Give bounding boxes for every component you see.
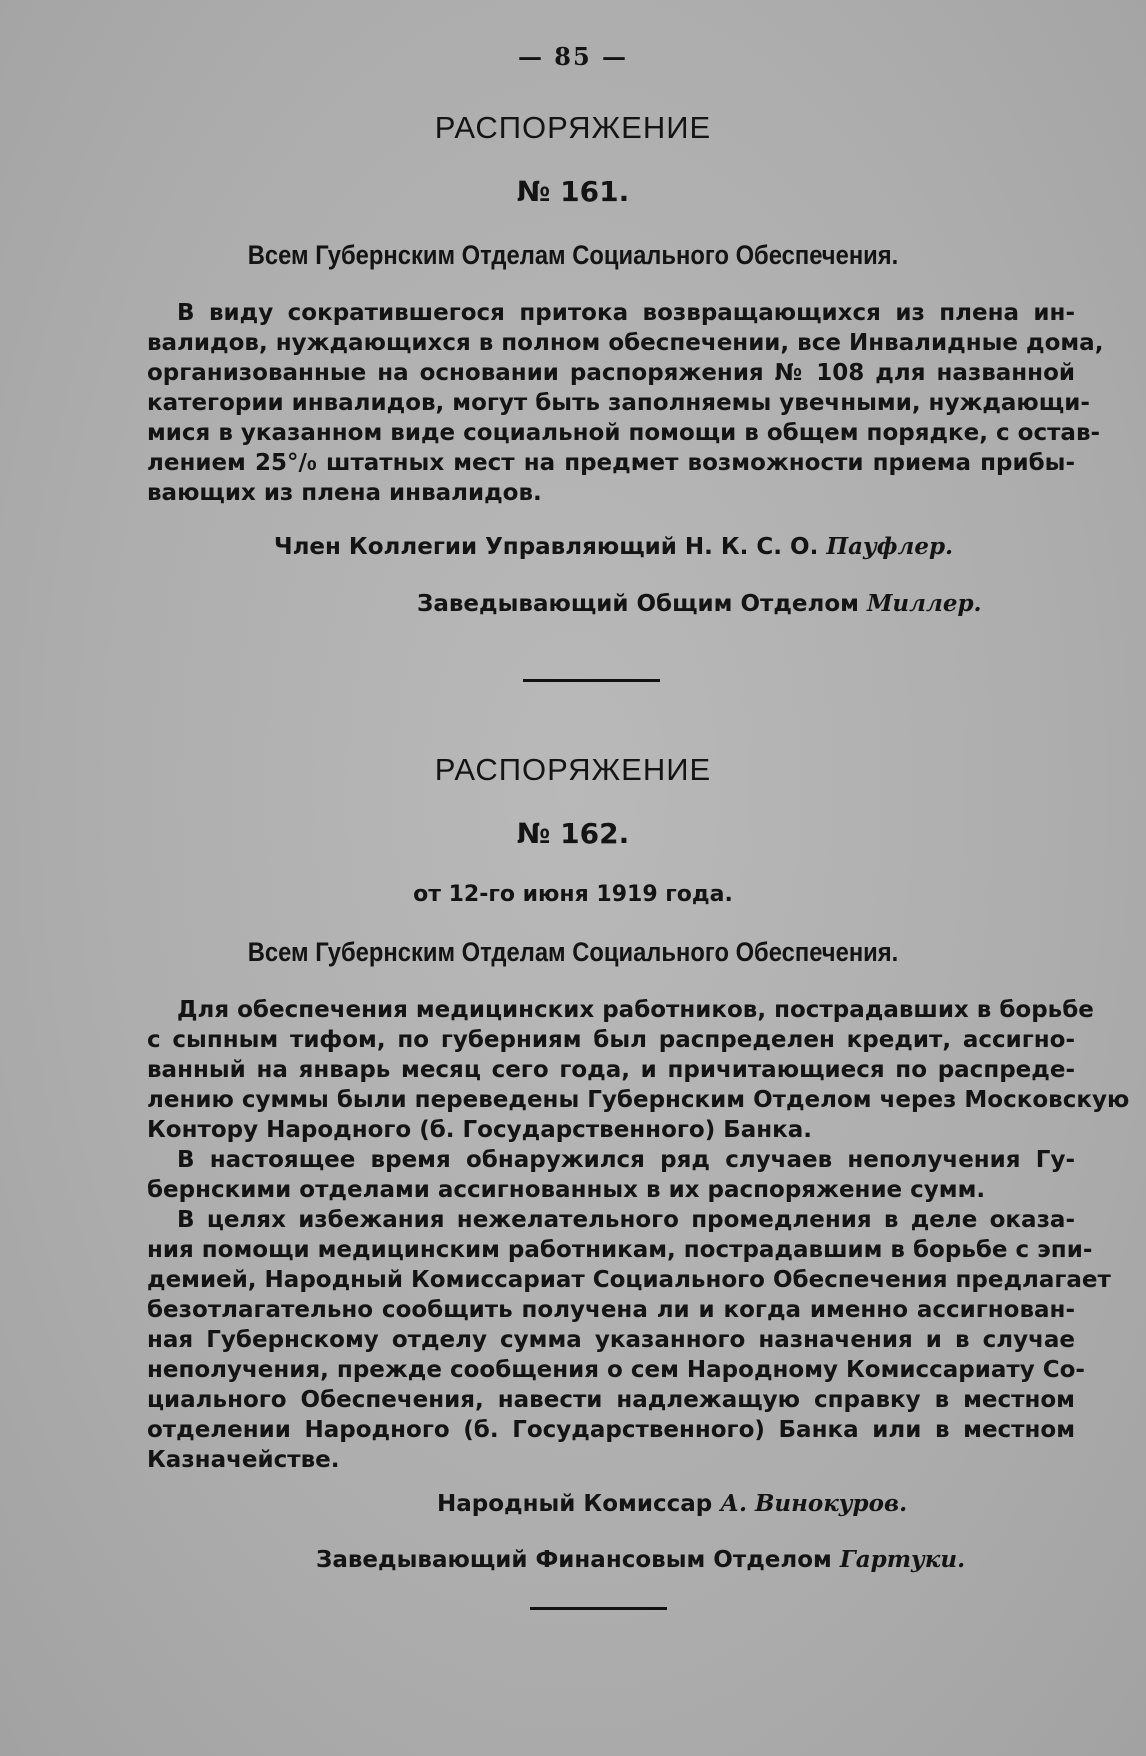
signature-name: Пауфлер. [826, 533, 954, 560]
order-162-line: В настоящее время обнаружился ряд случаев неполучения Гу- [177, 1147, 1075, 1173]
order-162-number: № 162. [516, 817, 630, 850]
order-162-line: ния помощи медицинским работникам, пострадавшим в борьбе с эпи- [147, 1237, 1093, 1263]
order-162-signature-1 [437, 1490, 907, 1517]
order-162-line: В целях избежания нежелательного промедления в деле оказа- [177, 1207, 1075, 1233]
order-161-line: организованные на основании распоряжения № 108 для названной [147, 360, 1075, 386]
order-161-signature-2 [417, 590, 982, 617]
order-161-body [147, 298, 1104, 508]
order-162-line: бернскими отделами ассигнованных в их распоряжение сумм. [147, 1177, 986, 1203]
signature-name: Гартуки. [839, 1546, 966, 1573]
signature-title: Член Коллегии Управляющий Н. К. С. О. [274, 534, 819, 560]
order-162-signature-2 [316, 1546, 965, 1573]
order-161-addressee: Всем Губернским Отделам Социального Обеспечения. [247, 240, 899, 270]
order-162-line: лению суммы были переведены Губернским Отделом через Московскую [147, 1087, 1130, 1113]
order-161-line: валидов, нуждающихся в полном обеспечении, все Инвалидные дома, [147, 330, 1104, 356]
signature-name: А. Винокуров. [720, 1490, 908, 1517]
order-161-line: категории инвалидов, могут быть заполняемы увечными, нуждающи- [147, 390, 1090, 416]
order-162-line: отделении Народного (б. Государственного) Банка или в местном [147, 1417, 1075, 1443]
order-161-line: вающих из плена инвалидов. [147, 480, 542, 506]
order-162-line: Для обеспечения медицинских работников, пострадавших в борьбе [177, 997, 1094, 1023]
order-162-date: от 12-го июня 1919 года. [413, 882, 733, 907]
order-162-body [147, 995, 1130, 1475]
order-162-line: Контору Народного (б. Государственного) Банка. [147, 1117, 813, 1143]
order-162-line: с сыпным тифом, по губерниям был распределен кредит, ассигно- [147, 1027, 1075, 1053]
order-162-title: РАСПОРЯЖЕНИЕ [434, 752, 712, 787]
order-162-line: ванный на январь месяц сего года, и причитающиеся по распреде- [147, 1057, 1075, 1083]
order-161-title: РАСПОРЯЖЕНИЕ [434, 110, 712, 145]
section-divider [530, 1607, 667, 1610]
order-161-signature-1 [274, 533, 953, 560]
signature-name: Миллер. [866, 590, 982, 617]
signature-title: Народный Комиссар [437, 1491, 713, 1517]
order-161-line: В виду сократившегося притока возвращающихся из плена ин- [177, 300, 1075, 326]
order-162-line: ная Губернскому отделу сумма указанного назначения и в случае [147, 1327, 1075, 1353]
order-162-line: неполучения, прежде сообщения о сем Народному Комиссариату Со- [147, 1357, 1085, 1383]
order-161-line: лением 25°/₀ штатных мест на предмет возможности приема прибы- [147, 450, 1075, 476]
signature-title: Заведывающий Общим Отделом [417, 591, 859, 617]
order-161-line: мися в указанном виде социальной помощи в общем порядке, с остав- [147, 420, 1101, 446]
section-divider [523, 679, 660, 682]
page-number: — 85 — [517, 42, 629, 71]
order-162-line: безотлагательно сообщить получена ли и когда именно ассигнован- [147, 1297, 1075, 1323]
signature-title: Заведывающий Финансовым Отделом [316, 1547, 832, 1573]
order-162-addressee: Всем Губернским Отделам Социального Обеспечения. [247, 937, 899, 967]
order-162-line: демией, Народный Комиссариат Социального Обеспечения предлагает [147, 1267, 1111, 1293]
order-162-line: Казначействе. [147, 1447, 340, 1473]
order-161-number: № 161. [516, 175, 630, 208]
order-162-line: циального Обеспечения, навести надлежащую справку в местном [147, 1387, 1075, 1413]
